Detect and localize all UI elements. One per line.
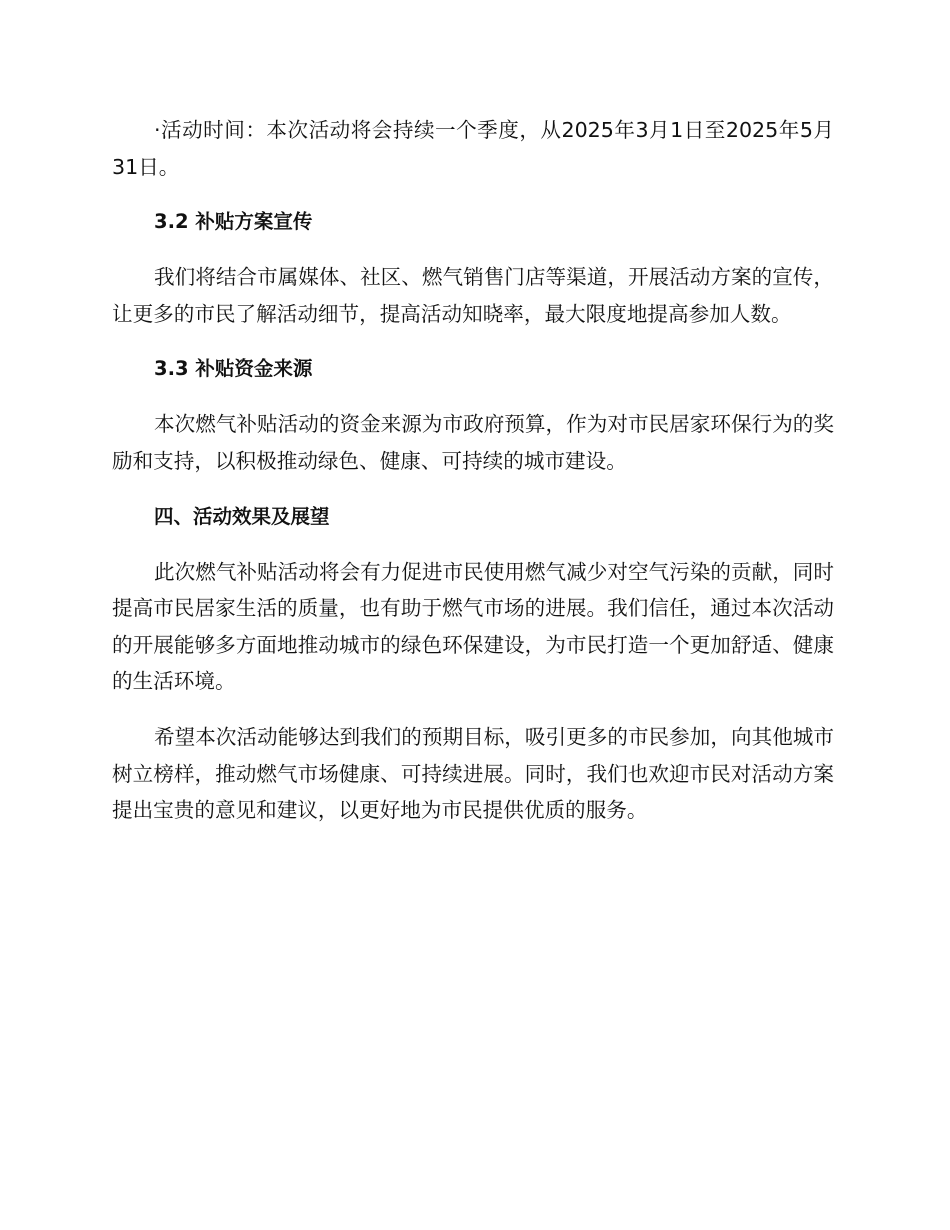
paragraph-outlook: 希望本次活动能够达到我们的预期目标，吸引更多的市民参加，向其他城市树立榜样，推动燃气市场健康、可持续进展。同时，我们也欢迎市民对活动方案提出宝贵的意见和建议，以更好地为市民提供优质的服务。 xyxy=(112,724,834,823)
paragraph-effects: 此次燃气补贴活动将会有力促进市民使用燃气减少对空气污染的贡献，同时提高市民居家生活的质量，也有助于燃气市场的进展。我们信任，通过本次活动的开展能够多方面地推动城市的绿色环保建设，为市民打造一个更加舒适、健康的生活环境。 xyxy=(112,559,834,694)
section-heading-3-3: 3.3 补贴资金来源 xyxy=(154,357,313,381)
paragraph-funding: 本次燃气补贴活动的资金来源为市政府预算，作为对市民居家环保行为的奖励和支持，以积极推动绿色、健康、可持续的城市建设。 xyxy=(112,412,834,473)
section-heading-3-2: 3.2 补贴方案宣传 xyxy=(154,210,313,234)
document-body xyxy=(112,112,834,829)
section-heading-4: 四、活动效果及展望 xyxy=(154,504,330,528)
paragraph-activity-time: ·活动时间：本次活动将会持续一个季度，从2025年3月1日至2025年5月31日。 xyxy=(112,118,834,179)
paragraph-publicity: 我们将结合市属媒体、社区、燃气销售门店等渠道，开展活动方案的宣传，让更多的市民了解活动细节，提高活动知晓率，最大限度地提高参加人数。 xyxy=(112,265,834,326)
